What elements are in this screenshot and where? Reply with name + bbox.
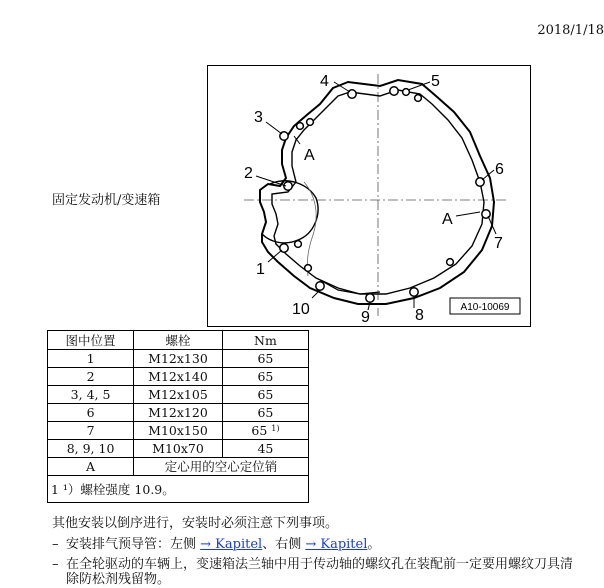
table-row <box>48 368 309 386</box>
table-footnote-row <box>48 476 309 503</box>
ref-code: A10-10069 <box>460 302 510 313</box>
intro-paragraph: 其他安装以倒序进行，安装时必须注意下列事项。 <box>52 516 339 531</box>
callout-3: 3 <box>254 109 263 126</box>
callout-4: 4 <box>320 73 329 90</box>
callout-2: 2 <box>244 165 253 182</box>
cell-position: A <box>48 458 134 476</box>
cell-position: 6 <box>48 404 134 422</box>
cell-bolt: M10x150 <box>134 422 223 440</box>
bottom-rib <box>320 280 380 294</box>
figure-caption: 固定发动机/变速箱 <box>52 193 161 208</box>
page-date: 2018/1/18 <box>537 23 604 38</box>
table-row <box>48 440 309 458</box>
table-row <box>48 404 309 422</box>
table-footnote: 1 ¹）螺栓强度 10.9。 <box>48 476 309 503</box>
bolt-hole-10b <box>305 265 312 272</box>
cell-position: 2 <box>48 368 134 386</box>
header-nm: Nm <box>222 331 308 350</box>
text-segment: 。 <box>367 537 381 552</box>
cell-nm: 45 <box>222 440 308 458</box>
table-header-row <box>48 331 309 350</box>
torque-table <box>47 330 309 503</box>
table-row <box>48 386 309 404</box>
cell-position: 1 <box>48 350 134 368</box>
callout-1: 1 <box>256 261 265 278</box>
callout-7: 7 <box>494 235 503 252</box>
cell-bolt: M12x105 <box>134 386 223 404</box>
bolt-hole-8 <box>410 288 418 296</box>
bolt-hole-3c <box>307 119 314 126</box>
kapitel-link-left[interactable]: → Kapitel <box>200 537 263 552</box>
bolt-hole-1b <box>295 241 302 248</box>
bullet-dash: – <box>52 557 59 572</box>
cell-position: 8, 9, 10 <box>48 440 134 458</box>
callout-9: 9 <box>361 309 370 325</box>
cell-nm: 65 <box>222 350 308 368</box>
bellhousing-diagram <box>207 65 531 327</box>
cell-nm: 65 <box>222 368 308 386</box>
cell-nm: 65 <box>222 386 308 404</box>
list-item-text <box>66 537 380 553</box>
cell-bolt: M12x120 <box>134 404 223 422</box>
bullet-dash: – <box>52 537 59 552</box>
nm-value: 65 <box>251 423 268 438</box>
table-row-a <box>48 458 309 476</box>
callout-8: 8 <box>415 307 424 324</box>
cell-bolt: M10x70 <box>134 440 223 458</box>
bolt-hole-3b <box>297 123 304 130</box>
header-position: 图中位置 <box>48 331 134 350</box>
table-row <box>48 422 309 440</box>
bolt-hole-5c <box>415 95 422 102</box>
cell-description: 定心用的空心定位销 <box>134 458 309 476</box>
bolt-hole-10 <box>316 282 324 290</box>
cell-nm <box>222 422 308 440</box>
flange-outer <box>260 80 494 304</box>
bolt-hole-9 <box>366 294 374 302</box>
callout-a-right: A <box>442 211 453 228</box>
text-segment: 安装排气预导管：左侧 <box>66 537 201 552</box>
cell-nm: 65 <box>222 404 308 422</box>
bolt-hole-5 <box>390 87 398 95</box>
callout-a-left: A <box>304 147 315 164</box>
cell-bolt: M12x130 <box>134 350 223 368</box>
cell-bolt: M12x140 <box>134 368 223 386</box>
bellhousing-drawing <box>208 66 529 325</box>
footnote-marker: 1) <box>271 424 280 433</box>
callout-10: 10 <box>292 301 310 318</box>
header-bolt: 螺栓 <box>134 331 223 350</box>
text-segment: 、右侧 <box>262 537 306 552</box>
callout-5: 5 <box>431 73 440 90</box>
list-item-text-line1: 在全轮驱动的车辆上，变速箱法兰轴中用于传动轴的螺纹孔在装配前一定要用螺纹刀具清 <box>66 557 574 572</box>
cell-position: 3, 4, 5 <box>48 386 134 404</box>
list-item-text-line2: 除防松剂残留物。 <box>66 572 171 587</box>
table-row <box>48 350 309 368</box>
kapitel-link-right[interactable]: → Kapitel <box>305 537 368 552</box>
bolt-hole-8a <box>447 259 454 266</box>
cell-position: 7 <box>48 422 134 440</box>
callout-6: 6 <box>495 161 504 178</box>
